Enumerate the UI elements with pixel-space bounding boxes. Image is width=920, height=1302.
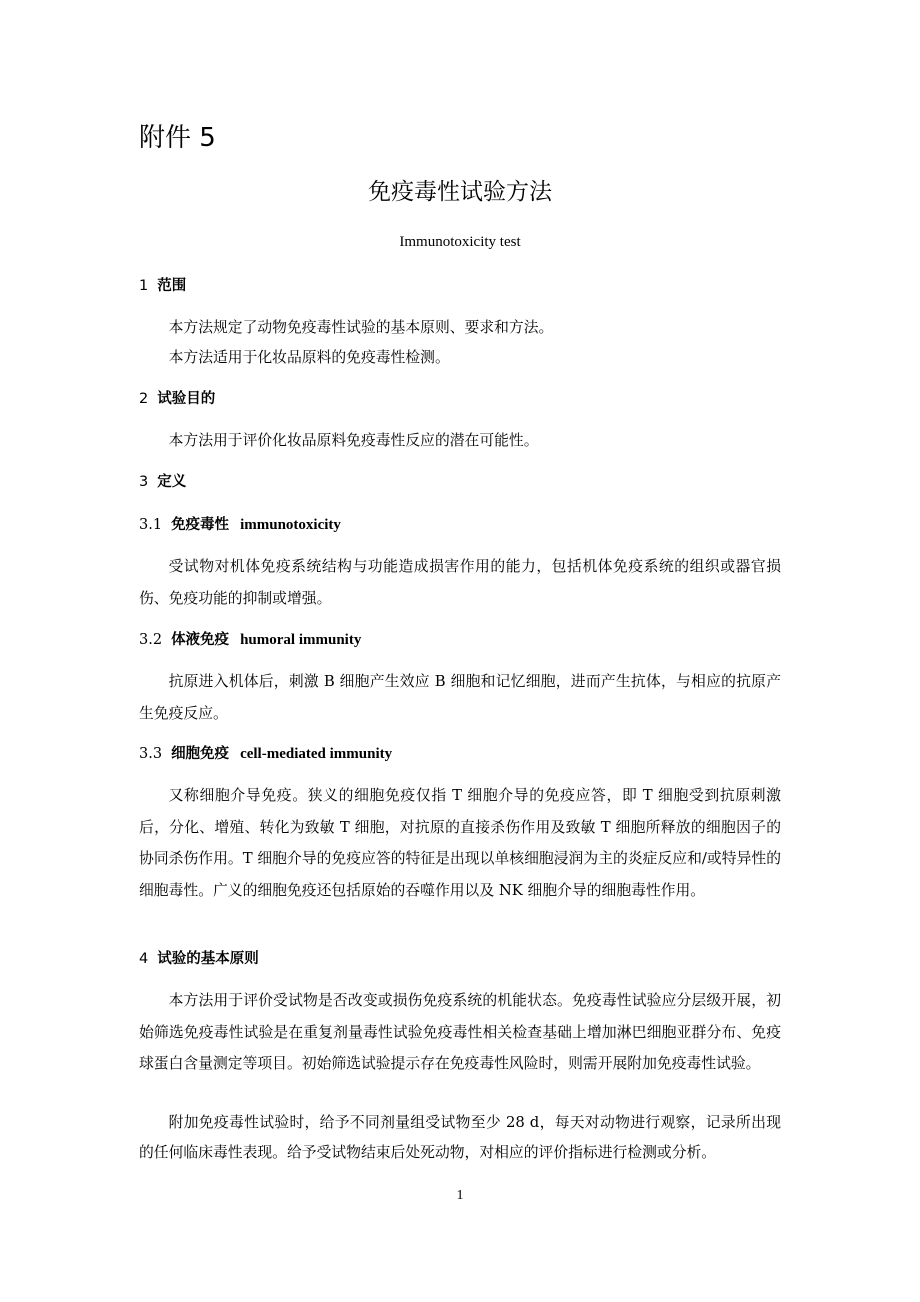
section-3-3-heading	[139, 743, 779, 765]
section-3-3-paragraph-1: 又称细胞介导免疫。狭义的细胞免疫仅指 T 细胞介导的免疫应答，即 T 细胞受到抗原刺激后，分化、增殖、转化为致敏 T 细胞，对抗原的直接杀伤作用及致敏 T 细胞所释放的细胞因子的协同杀伤作用。T 细胞介导的免疫应答的特征是出现以单核细胞浸润为主的炎症反应和/或特异性的细胞毒性。广义的细胞免疫还包括原始的吞噬作用以及 NK 细胞介导的细胞毒性作用。	[139, 787, 781, 899]
section-number: 1	[139, 278, 149, 294]
section-4-paragraph-2: 附加免疫毒性试验时，给予不同剂量组受试物至少 28 d，每天对动物进行观察，记录所出现的任何临床毒性表现。给予受试物结束后处死动物，对相应的评价指标进行检测或分析。	[139, 1114, 781, 1161]
section-title: 细胞免疫	[171, 745, 230, 762]
section-3-1-heading	[139, 514, 779, 536]
section-4-paragraph-1: 本方法用于评价受试物是否改变或损伤免疫系统的机能状态。免疫毒性试验应分层级开展，初始筛选免疫毒性试验是在重复剂量毒性试验免疫毒性相关检查基础上增加淋巴细胞亚群分布、免疫球蛋白含量测定等项目。初始筛选试验提示存在免疫毒性风险时，则需开展附加免疫毒性试验。	[139, 992, 781, 1072]
attachment-label: 附件 5	[139, 123, 216, 153]
document-title: 免疫毒性试验方法	[368, 179, 552, 205]
section-number: 3.2	[139, 632, 163, 648]
section-title: 定义	[157, 474, 187, 490]
section-title: 试验的基本原则	[157, 951, 259, 967]
section-2-paragraph-1: 本方法用于评价化妆品原料免疫毒性反应的潜在可能性。	[168, 432, 539, 449]
section-3-2-heading	[139, 629, 779, 651]
section-3-2-paragraph-1: 抗原进入机体后，刺激 B 细胞产生效应 B 细胞和记忆细胞，进而产生抗体，与相应的抗原产生免疫反应。	[139, 673, 781, 722]
section-title: 体液免疫	[171, 631, 230, 648]
section-title: 范围	[157, 278, 187, 294]
section-title: 免疫毒性	[171, 516, 230, 533]
section-title: 试验目的	[157, 391, 216, 407]
section-3-heading	[139, 471, 779, 493]
section-number: 4	[139, 951, 149, 967]
section-4-heading	[139, 948, 779, 970]
section-title-english: humoral immunity	[240, 632, 362, 648]
document-subtitle: Immunotoxicity test	[399, 234, 521, 250]
section-1-heading	[139, 275, 779, 297]
section-1-paragraph-2: 本方法适用于化妆品原料的免疫毒性检测。	[168, 349, 450, 366]
section-1-paragraph-1: 本方法规定了动物免疫毒性试验的基本原则、要求和方法。	[168, 319, 554, 336]
section-number: 3	[139, 474, 149, 490]
section-number: 2	[139, 391, 149, 407]
section-number: 3.1	[139, 517, 163, 533]
section-title-english: cell-mediated immunity	[240, 746, 393, 762]
section-number: 3.3	[139, 746, 163, 762]
section-2-heading	[139, 388, 779, 410]
section-title-english: immunotoxicity	[240, 517, 341, 533]
page-number: 1	[456, 1188, 464, 1203]
section-3-1-paragraph-1: 受试物对机体免疫系统结构与功能造成损害作用的能力，包括机体免疫系统的组织或器官损伤、免疫功能的抑制或增强。	[139, 558, 781, 607]
